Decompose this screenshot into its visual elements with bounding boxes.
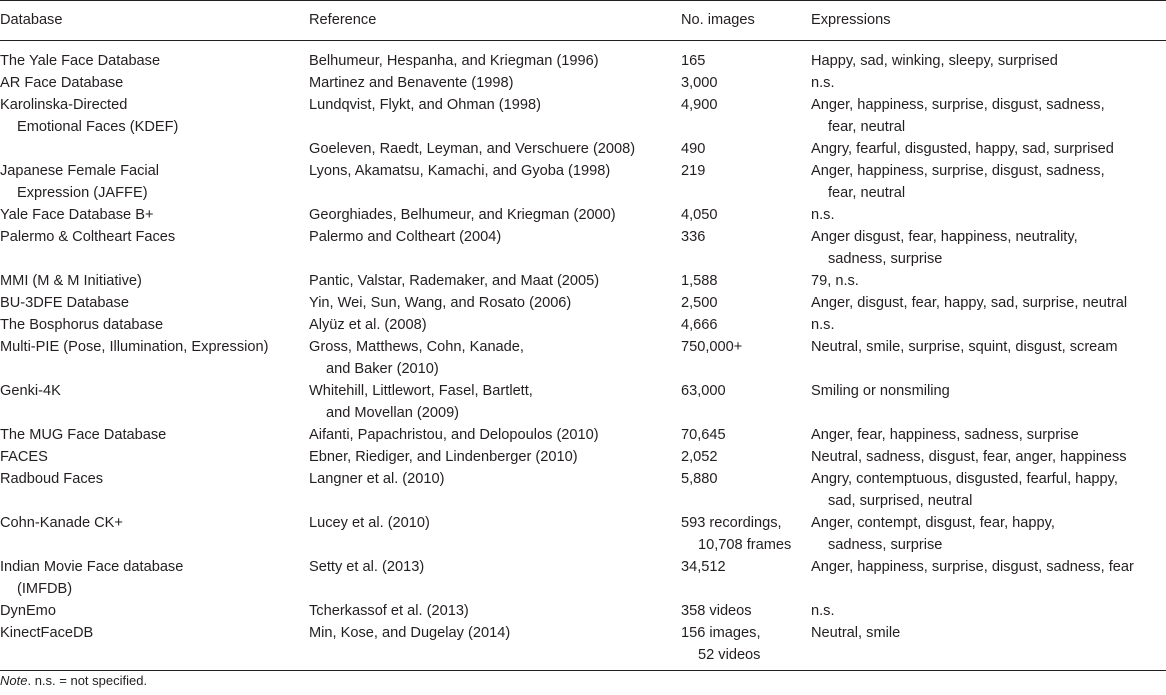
cell-reference xyxy=(309,556,681,600)
cell-expressions-line: Anger, happiness, surprise, disgust, sadness, xyxy=(811,163,1105,179)
cell-expressions xyxy=(811,94,1166,138)
cell-database-line: (IMFDB) xyxy=(17,581,73,597)
cell-no-images-line: 34,512 xyxy=(681,559,726,575)
cell-reference xyxy=(309,204,681,226)
header-no-images: No. images xyxy=(681,1,811,41)
cell-database xyxy=(0,468,309,512)
cell-database-line: Karolinska-Directed xyxy=(0,97,128,113)
cell-reference xyxy=(309,292,681,314)
cell-database xyxy=(0,380,309,424)
cell-reference-line: Gross, Matthews, Cohn, Kanade, xyxy=(309,339,524,355)
cell-expressions-line: sad, surprised, neutral xyxy=(828,493,973,509)
cell-reference xyxy=(309,138,681,160)
cell-expressions xyxy=(811,512,1166,556)
table-row xyxy=(0,270,1166,292)
cell-database-line: DynEmo xyxy=(0,603,56,619)
cell-expressions xyxy=(811,336,1166,380)
table-row xyxy=(0,446,1166,468)
table-note xyxy=(0,673,147,689)
cell-reference-line: Setty et al. (2013) xyxy=(309,559,425,575)
cell-database xyxy=(0,204,309,226)
cell-no-images xyxy=(681,622,811,671)
cell-database-line: The Yale Face Database xyxy=(0,53,161,69)
cell-expressions-line: Neutral, smile, surprise, squint, disgust, scream xyxy=(811,339,1118,355)
cell-database-line: Yale Face Database B+ xyxy=(0,207,154,223)
cell-reference-line: Martinez and Benavente (1998) xyxy=(309,75,514,91)
cell-no-images xyxy=(681,226,811,270)
cell-no-images xyxy=(681,424,811,446)
cell-expressions xyxy=(811,600,1166,622)
cell-expressions xyxy=(811,72,1166,94)
cell-no-images-line: 2,052 xyxy=(681,449,718,465)
cell-database-line: Cohn-Kanade CK+ xyxy=(0,515,123,531)
cell-reference-line: Whitehill, Littlewort, Fasel, Bartlett, xyxy=(309,383,533,399)
cell-database xyxy=(0,512,309,556)
cell-expressions-line: sadness, surprise xyxy=(828,537,943,553)
table-row xyxy=(0,138,1166,160)
cell-expressions-line: Angry, fearful, disgusted, happy, sad, surprised xyxy=(811,141,1114,157)
cell-no-images xyxy=(681,468,811,512)
cell-no-images-line: 4,900 xyxy=(681,97,718,113)
cell-expressions-line: Anger disgust, fear, happiness, neutrality, xyxy=(811,229,1078,245)
cell-reference xyxy=(309,94,681,138)
cell-database xyxy=(0,72,309,94)
cell-expressions xyxy=(811,138,1166,160)
cell-expressions xyxy=(811,204,1166,226)
cell-reference xyxy=(309,468,681,512)
cell-database xyxy=(0,226,309,270)
cell-reference-line: Goeleven, Raedt, Leyman, and Verschuere (2008) xyxy=(309,141,636,157)
header-row xyxy=(0,1,1166,41)
cell-reference xyxy=(309,424,681,446)
table-body xyxy=(0,41,1166,671)
cell-reference-line: and Baker (2010) xyxy=(326,361,439,377)
cell-expressions xyxy=(811,314,1166,336)
cell-database xyxy=(0,138,309,160)
cell-no-images-line: 10,708 frames xyxy=(698,537,792,553)
cell-expressions xyxy=(811,160,1166,204)
cell-reference-line: Tcherkassof et al. (2013) xyxy=(309,603,469,619)
cell-reference xyxy=(309,380,681,424)
table-row xyxy=(0,336,1166,380)
table-row xyxy=(0,292,1166,314)
cell-no-images-line: 4,050 xyxy=(681,207,718,223)
cell-reference xyxy=(309,160,681,204)
cell-database-line: Multi-PIE (Pose, Illumination, Expression) xyxy=(0,339,269,355)
cell-no-images xyxy=(681,270,811,292)
table-row xyxy=(0,41,1166,73)
cell-expressions-line: n.s. xyxy=(811,207,835,223)
cell-database-line xyxy=(0,138,309,160)
cell-reference xyxy=(309,270,681,292)
cell-reference xyxy=(309,622,681,671)
cell-reference xyxy=(309,226,681,270)
cell-no-images-line: 2,500 xyxy=(681,295,718,311)
cell-database-line: The Bosphorus database xyxy=(0,317,164,333)
cell-no-images-line: 5,880 xyxy=(681,471,718,487)
cell-reference-line: Yin, Wei, Sun, Wang, and Rosato (2006) xyxy=(309,295,572,311)
header-database: Database xyxy=(0,1,309,41)
cell-no-images-line: 156 images, xyxy=(681,625,761,641)
cell-database-line: Indian Movie Face database xyxy=(0,559,184,575)
table-row xyxy=(0,94,1166,138)
cell-database xyxy=(0,292,309,314)
cell-expressions xyxy=(811,556,1166,600)
cell-no-images-line: 63,000 xyxy=(681,383,726,399)
table-row xyxy=(0,512,1166,556)
cell-no-images xyxy=(681,556,811,600)
cell-expressions xyxy=(811,446,1166,468)
cell-database-line: FACES xyxy=(0,449,48,465)
cell-expressions xyxy=(811,226,1166,270)
cell-expressions-line: n.s. xyxy=(811,603,835,619)
cell-no-images-line: 593 recordings, xyxy=(681,515,782,531)
cell-no-images-line: 4,666 xyxy=(681,317,718,333)
cell-expressions xyxy=(811,380,1166,424)
cell-expressions xyxy=(811,292,1166,314)
cell-no-images-line: 358 videos xyxy=(681,603,752,619)
cell-expressions-line: 79, n.s. xyxy=(811,273,859,289)
cell-no-images-line: 165 xyxy=(681,53,706,69)
note-text: . n.s. = not specified. xyxy=(27,673,148,688)
cell-no-images xyxy=(681,314,811,336)
cell-database xyxy=(0,41,309,73)
cell-no-images xyxy=(681,94,811,138)
note-label: Note xyxy=(0,673,28,688)
cell-database-line: MMI (M & M Initiative) xyxy=(0,273,142,289)
cell-no-images xyxy=(681,600,811,622)
table-row xyxy=(0,424,1166,446)
table-row xyxy=(0,556,1166,600)
cell-database xyxy=(0,556,309,600)
table-row xyxy=(0,622,1166,671)
cell-no-images xyxy=(681,512,811,556)
table-row xyxy=(0,72,1166,94)
cell-no-images-line: 52 videos xyxy=(698,647,761,663)
cell-no-images-line: 3,000 xyxy=(681,75,718,91)
cell-reference-line: Langner et al. (2010) xyxy=(309,471,445,487)
cell-reference-line: Aifanti, Papachristou, and Delopoulos (2010) xyxy=(309,427,599,443)
cell-reference-line: Alyüz et al. (2008) xyxy=(309,317,427,333)
cell-no-images xyxy=(681,292,811,314)
cell-reference-line: Georghiades, Belhumeur, and Kriegman (2000) xyxy=(309,207,616,223)
cell-reference xyxy=(309,336,681,380)
cell-database-line: Palermo & Coltheart Faces xyxy=(0,229,176,245)
cell-no-images-line: 336 xyxy=(681,229,706,245)
cell-no-images xyxy=(681,204,811,226)
cell-no-images xyxy=(681,336,811,380)
cell-database-line: Expression (JAFFE) xyxy=(17,185,148,201)
cell-reference xyxy=(309,41,681,73)
cell-reference xyxy=(309,446,681,468)
cell-reference xyxy=(309,314,681,336)
cell-database xyxy=(0,424,309,446)
table-row xyxy=(0,204,1166,226)
header-reference: Reference xyxy=(309,1,681,41)
cell-database-line: AR Face Database xyxy=(0,75,124,91)
cell-reference xyxy=(309,72,681,94)
cell-no-images-line: 750,000+ xyxy=(681,339,743,355)
table-row xyxy=(0,160,1166,204)
cell-database xyxy=(0,94,309,138)
table-row xyxy=(0,468,1166,512)
cell-reference-line: Lyons, Akamatsu, Kamachi, and Gyoba (1998) xyxy=(309,163,611,179)
cell-expressions-line: sadness, surprise xyxy=(828,251,943,267)
cell-no-images xyxy=(681,380,811,424)
cell-reference-line: Belhumeur, Hespanha, and Kriegman (1996) xyxy=(309,53,599,69)
cell-database xyxy=(0,600,309,622)
table-row xyxy=(0,226,1166,270)
cell-expressions-line: Neutral, sadness, disgust, fear, anger, happiness xyxy=(811,449,1127,465)
cell-expressions-line: Anger, happiness, surprise, disgust, sadness, fear xyxy=(811,559,1134,575)
cell-expressions-line: Angry, contemptuous, disgusted, fearful, happy, xyxy=(811,471,1118,487)
table-row xyxy=(0,380,1166,424)
cell-database-line: Emotional Faces (KDEF) xyxy=(17,119,179,135)
cell-expressions xyxy=(811,270,1166,292)
cell-database-line: BU-3DFE Database xyxy=(0,295,129,311)
cell-no-images-line: 490 xyxy=(681,141,706,157)
cell-expressions xyxy=(811,41,1166,73)
cell-no-images xyxy=(681,41,811,73)
header-expressions: Expressions xyxy=(811,1,1166,41)
cell-reference-line: Pantic, Valstar, Rademaker, and Maat (2005) xyxy=(309,273,600,289)
cell-reference xyxy=(309,600,681,622)
cell-expressions-line: Happy, sad, winking, sleepy, surprised xyxy=(811,53,1058,69)
cell-no-images xyxy=(681,160,811,204)
cell-no-images xyxy=(681,72,811,94)
cell-reference-line: Palermo and Coltheart (2004) xyxy=(309,229,502,245)
cell-database-line: Radboud Faces xyxy=(0,471,104,487)
cell-no-images xyxy=(681,138,811,160)
cell-expressions-line: n.s. xyxy=(811,75,835,91)
table-header xyxy=(0,1,1166,41)
cell-database-line: Genki-4K xyxy=(0,383,61,399)
cell-no-images xyxy=(681,446,811,468)
cell-database-line: The MUG Face Database xyxy=(0,427,167,443)
cell-expressions-line: Anger, disgust, fear, happy, sad, surprise, neutral xyxy=(811,295,1128,311)
cell-expressions-line: Anger, happiness, surprise, disgust, sadness, xyxy=(811,97,1105,113)
cell-database xyxy=(0,446,309,468)
cell-reference-line: Lucey et al. (2010) xyxy=(309,515,430,531)
cell-reference-line: and Movellan (2009) xyxy=(326,405,460,421)
table-row xyxy=(0,600,1166,622)
cell-database xyxy=(0,622,309,671)
cell-expressions-line: fear, neutral xyxy=(828,119,906,135)
cell-reference xyxy=(309,512,681,556)
cell-reference-line: Ebner, Riediger, and Lindenberger (2010) xyxy=(309,449,578,465)
cell-database-line: Japanese Female Facial xyxy=(0,163,159,179)
table-row xyxy=(0,314,1166,336)
cell-expressions-line: Smiling or nonsmiling xyxy=(811,383,950,399)
cell-expressions-line: Anger, fear, happiness, sadness, surprise xyxy=(811,427,1079,443)
cell-database-line: KinectFaceDB xyxy=(0,625,94,641)
cell-expressions-line: Anger, contempt, disgust, fear, happy, xyxy=(811,515,1055,531)
cell-expressions-line: n.s. xyxy=(811,317,835,333)
cell-database xyxy=(0,160,309,204)
cell-no-images-line: 70,645 xyxy=(681,427,726,443)
cell-database xyxy=(0,314,309,336)
cell-expressions xyxy=(811,468,1166,512)
cell-expressions-line: Neutral, smile xyxy=(811,625,901,641)
cell-database xyxy=(0,336,309,380)
cell-reference-line: Lundqvist, Flykt, and Ohman (1998) xyxy=(309,97,541,113)
cell-no-images-line: 219 xyxy=(681,163,706,179)
cell-database xyxy=(0,270,309,292)
cell-reference-line: Min, Kose, and Dugelay (2014) xyxy=(309,625,511,641)
cell-expressions xyxy=(811,622,1166,671)
cell-no-images-line: 1,588 xyxy=(681,273,718,289)
cell-expressions xyxy=(811,424,1166,446)
cell-expressions-line: fear, neutral xyxy=(828,185,906,201)
